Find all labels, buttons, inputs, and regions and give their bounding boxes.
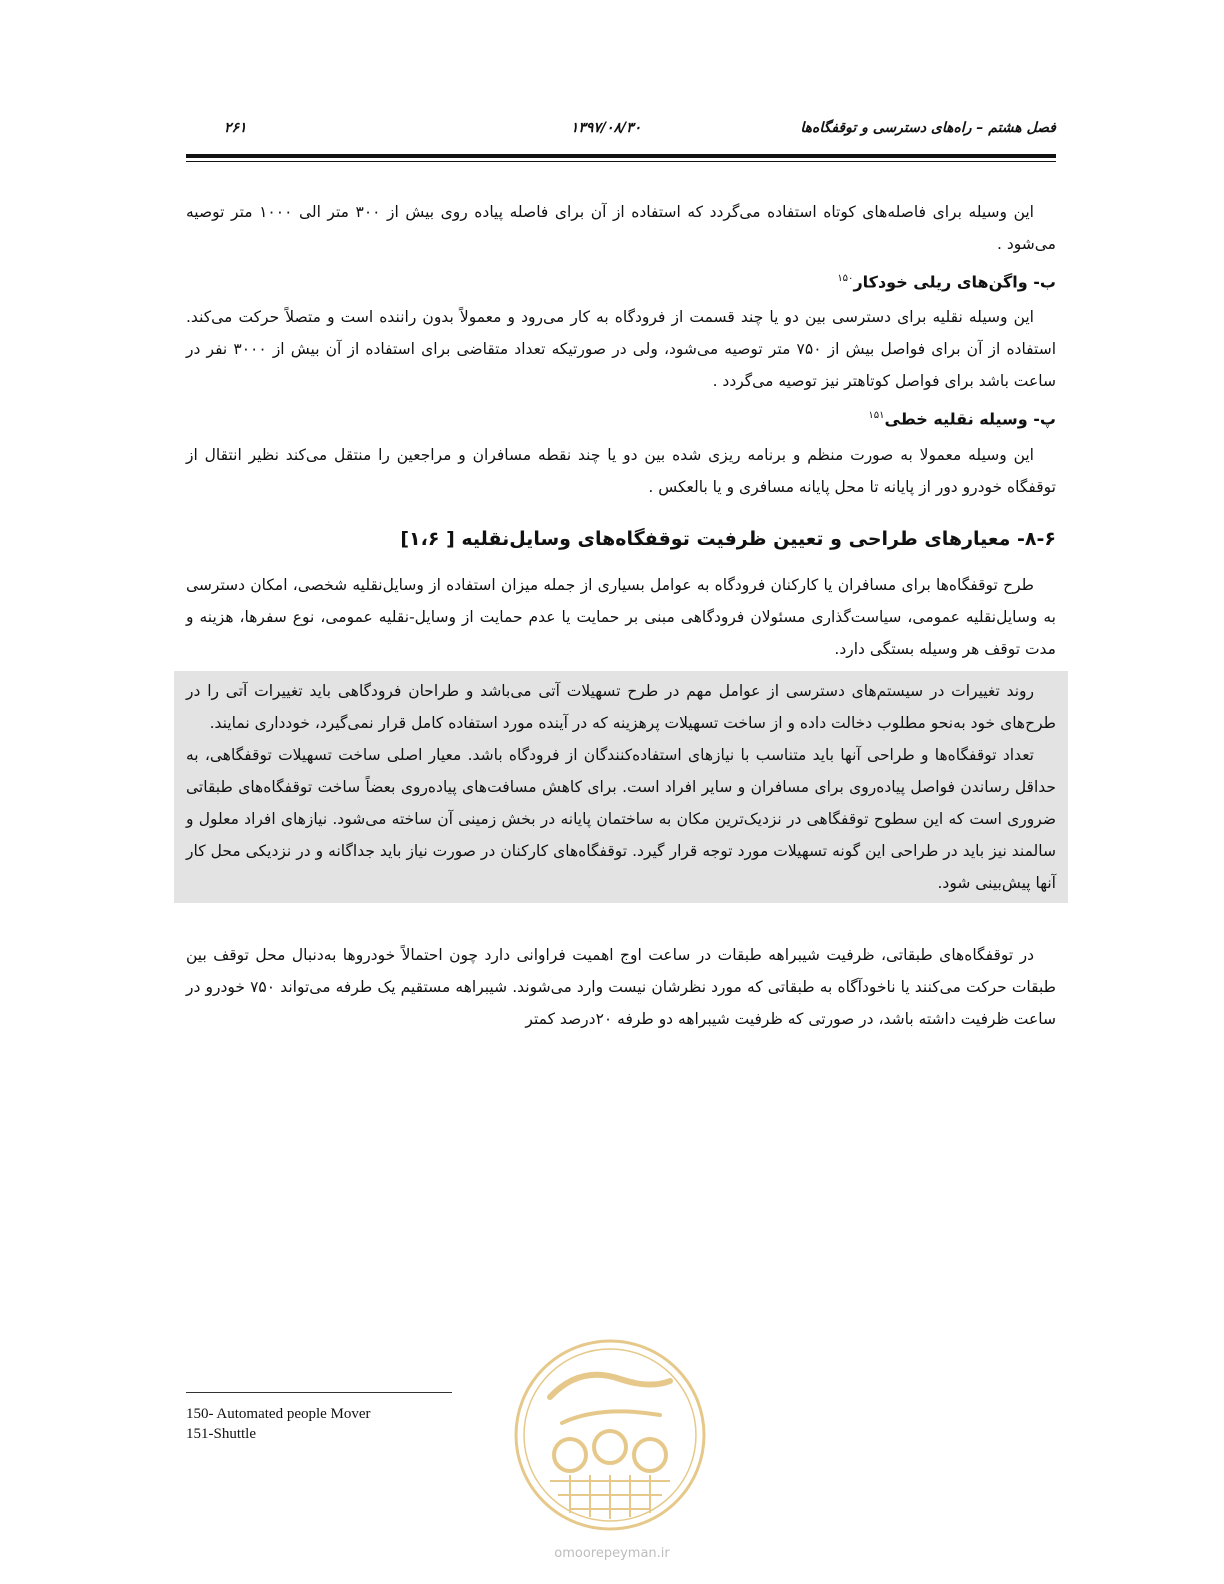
footnote-ref-150: ۱۵۰ bbox=[837, 273, 854, 284]
paragraph-7: در توقفگاه‌های طبقاتی، ظرفیت شیبراهه طبقات در ساعت اوج اهمیت فراوانی دارد چون احتمالاً خودروها به‌دنبال محل توقف بین طبقات حرکت می‌کنند یا ناخودآگاه به طبقاتی که مورد نظرشان نیست وارد می‌شوند. شیبراهه مستقیم یک طرفه می‌تواند ۷۵۰ خودرو در ساعت ظرفیت داشته باشد، در صورتی که ظرفیت شیبراهه دو طرفه ۲۰درصد کمتر bbox=[186, 945, 1057, 1028]
section-heading: ۸-۶- معیارهای طراحی و تعیین ظرفیت توقفگاه‌های وسایل‌نقلیه [ ۱،۶] bbox=[400, 527, 1056, 550]
footnote-150: 150- Automated people Mover bbox=[186, 1406, 371, 1422]
shaded-box bbox=[174, 671, 1068, 903]
subheading-b-text: ب- واگن‌های ریلی خودکار bbox=[853, 272, 1056, 292]
paragraph-4: طرح توقفگاه‌ها برای مسافران یا کارکنان فرودگاه به عوامل بسیاری از جمله میزان استفاده از وسایل‌نقلیه شخصی، امکان دسترسی به وسایل‌نقلیه عمومی، سیاست‌گذاری مسئولان فرودگاهی مبنی بر حمایت یا عدم حمایت از وسایل-نقلیه عمومی، نوع سفرها، هزینه و مدت توقف هر وسیله بستگی دارد. bbox=[186, 575, 1056, 658]
chapter-title: فصل هشتم – راه‌های دسترسی و توقفگاه‌ها bbox=[800, 120, 1056, 136]
watermark-site: omoorepeyman.ir bbox=[554, 1546, 670, 1561]
subheading-b bbox=[186, 260, 1056, 301]
footnotes bbox=[186, 1404, 586, 1444]
footnote-rule bbox=[186, 1392, 452, 1393]
paragraph-6: تعداد توقفگاه‌ها و طراحی آنها باید متناسب با نیازهای استفاده‌کنندگان از فرودگاه باشد. معیار اصلی ساخت تسهیلات توقفگاهی، به حداقل رساندن فواصل پیاده‌روی برای مسافران و سایر افراد است. برای کاهش مسافت‌های پیاده‌روی بعضاً ساخت توقفگاه‌های طبقاتی ضروری است که این سطوح توقفگاهی در نزدیک‌ترین مکان به ساختمان پایانه در بخش زمینی آن ساخته می‌شود. نیازهای افراد معلول و سالمند نیز باید در طراحی این گونه تسهیلات مورد توجه قرار گیرد. توقفگاه‌های کارکنان در صورت نیاز باید جداگانه و در نزدیکی محل کار آنها پیش‌بینی شود. bbox=[186, 745, 1056, 892]
paragraph-5: روند تغییرات در سیستم‌های دسترسی از عوامل مهم در طرح تسهیلات آتی می‌باشد و طراحان فرودگاهی باید تغییرات آتی را در طرح‌های خود به‌نحو مطلوب دخالت داده و از ساخت تسهیلات پرهزینه که در آینده مورد استفاده کامل قرار نمی‌گیرد، خودداری نمایند. bbox=[186, 681, 1056, 732]
paragraph-2: این وسیله نقلیه برای دسترسی بین دو یا چند قسمت از فرودگاه به کار می‌رود و معمولاً بدون راننده است و متصلاً حرکت می‌کند. استفاده از آن برای فواصل بیش از ۷۵۰ متر توصیه می‌شود، ولی در صورتیکه تعداد متقاضی برای استفاده از آن بیش از ۳۰۰۰ نفر در ساعت باشد برای فواصل کوتاهتر نیز توصیه می‌گردد . bbox=[186, 308, 1056, 391]
header-date: ۱۳۹۷/۰۸/۳۰ bbox=[570, 120, 642, 136]
page-number: ۲۶۱ bbox=[224, 120, 247, 136]
subheading-p-text: پ- وسیله نقلیه خطی bbox=[884, 409, 1056, 429]
subheading-p bbox=[186, 397, 1056, 438]
page-body bbox=[186, 196, 1056, 1035]
header-rule-thick bbox=[186, 154, 1056, 158]
paragraph-3: این وسیله معمولا به صورت منظم و برنامه ریزی شده بین دو یا چند نقطه مسافران و مراجعین را منتقل می‌کند نظیر انتقال از توقفگاه خودرو دور از پایانه تا محل پایانه مسافری و یا بالعکس . bbox=[186, 445, 1056, 496]
page-header bbox=[186, 120, 1056, 144]
footnote-151: 151-Shuttle bbox=[186, 1426, 256, 1442]
paragraph-1: این وسیله برای فاصله‌های کوتاه استفاده می‌گردد که استفاده از آن برای فاصله پیاده روی بیش از ۳۰۰ متر الی ۱۰۰۰ متر توصیه می‌شود . bbox=[186, 203, 1056, 253]
spacer bbox=[186, 903, 1056, 939]
header-rule-thin bbox=[186, 161, 1056, 162]
footnote-ref-151: ۱۵۱ bbox=[868, 410, 885, 422]
